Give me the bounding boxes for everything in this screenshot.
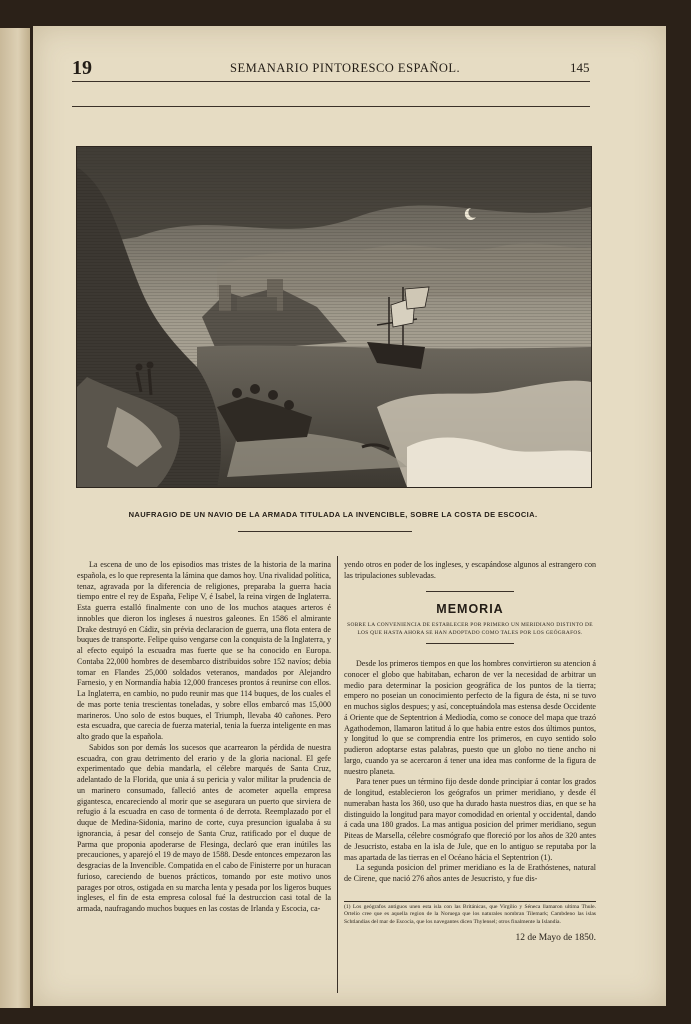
article-title: MEMORIA <box>436 602 504 616</box>
paragraph: Sabidos son por demás los sucesos que acarrearon la pérdida de nuestra escuadra, con grau detrimento del erario y de la gloria nacional. El gefe experimentado que debia mandarla, el célebre marqués de Santa Cruz, adelantado de la Florida, que unia á su pericia y valor militar la prudencia de un marinero consumado, falleció antes de acometer aquella empresa gigantesca, encareciendo al morir que se asegurara un puerto que sirviera de refugio á la escuadra en caso de tormenta ó de derrota. Reemplazado por el duque de Medina-Sidonia, marino de corte, cuya presuncion igualaba á su ignorancia, á pesar del consejo de Santa Cruz, ratificado por el duque de Parma que proponia apoderarse de Flesinga, declaró que eran inútiles las precauciones, y aparejó el 19 de mayo de 1588. Desde entonces empezaron las desgracias de la Invencible. Compatida en el cabo de Finisterre por un huracan furioso, careciendo de buenos prácticos, tomando por este motivo unos parages por otros, ostigada en su marcha lenta y pesada por los ligeros buques ingleses, el fin de esta empresa colosal fué la destruccion casi total de la armada, naufragando muchos buques en las costas de Irlanda y Escocia, ca- <box>77 742 331 913</box>
paragraph: yendo otros en poder de los ingleses, y escapándose algunos al estrangero con las tripulaciones sublevadas. <box>344 560 596 580</box>
footnote <box>344 904 596 926</box>
footnote-text: (1) Los geógrafos antiguos unen esta isla con las Británicas, que Virgilio y Séneca llamaron ultima Thule. Ortelio cree que es aquella region de la Noruega que los naturales nombran Tilemark; Cambdeno las islas Schtlandias del mar de Escocia, que los navegantes dicen Thylensel; otros finalmente la Islandia. <box>344 904 596 925</box>
masthead-title: SEMANARIO PINTORESCO ESPAÑOL. <box>230 61 461 75</box>
illustration-caption: NAUFRAGIO DE UN NAVIO DE LA ARMADA TITULADA LA INVENCIBLE, SOBRE LA COSTA DE ESCOCIA. <box>128 510 538 519</box>
paragraph: La escena de uno de los episodios mas tristes de la historia de la marina española, es lo que representa la lámina que damos hoy. Una rivalidad política, tenaz, agravada por la diferencia de religiones, preparaba la guerra hacia tiempo entre el rey de España, Felipe V, é Isabel, la reina virgen de Inglaterra. Esta guerra estalló finalmente con uno de los muchos ataques arteros é innobles que dieron los ingleses á nuestros galeones. En 1586 el almirante Drake destruyó en Cádiz, sin prévia declaracion de guerra, una flota entera de buques de transporte. Felipe quiso vengarse con la conquista de la Inglaterra, y al efecto equipó la escuadra mas fuerte que se ha conocido en Europa. Contaba 22,000 hombres de desembarco distribuidos sobre 152 navíos; debia tomar en Flandes 25,000 soldados veteranos, mandados por Alejandro Farnesio, y en Normandía habia 12,000 franceses prontos á reunirse con ellos. La Inglaterra, en cambio, no pudo reunir mas que 114 buques, de los cuales el de mas porte tenia trescientas toneladas, y sobre ellos embarcó mas 15,000 marineros. Uno solo de estos buques, el Triumph, llevaba 40 cañones. Pero esta escuadra, que carecia de fuerza material, tenia la fuerza inteligente en mas alto grado que la española. <box>77 560 331 741</box>
section-rule <box>426 643 514 644</box>
right-text-column <box>344 659 596 885</box>
footnote-rule <box>344 901 596 902</box>
page-number-left: 19 <box>72 57 92 79</box>
left-text-column <box>77 560 331 915</box>
right-column-continuation <box>344 560 596 582</box>
paragraph: La segunda posicion del primer meridiano es la de Erathóstenes, natural de Cirene, que nació 276 años antes de Jesucristo, y fue dis- <box>344 863 596 883</box>
header-rule-bottom <box>72 106 590 107</box>
caption-rule <box>238 531 412 532</box>
header-rule-top <box>72 81 590 82</box>
article-subtitle: SOBRE LA CONVENIENCIA DE ESTABLECER POR PRIMERO UN MERIDIANO DISTINTO DE LOS QUE HASTA AHORA SE HAN ADOPTADO COMO TALES POR LOS GEÓGRAFOS. <box>347 622 593 636</box>
dateline: 12 de Mayo de 1850. <box>515 933 596 943</box>
page-number-right: 145 <box>570 60 590 75</box>
column-divider <box>337 556 338 993</box>
facing-page-edge <box>0 28 30 1008</box>
section-rule <box>426 591 514 592</box>
paragraph: Desde los primeros tiempos en que los hombres convirtieron su atencion á conocer el globo que habitaban, echaron de ver la necesidad de arbitrar un medio para determinar la posicion geográfica de los puntos de la tierra; empero no poseian un conocimiento perfecto de la figura de ésta, ni se tuvo en muchos siglos despues; y así, conceptuándola mas estensa desde Occidente á Oriente que de Septentrion á Mediodía, como se conoce del mapa que trazó Agathodemon, llamaron latitud á lo que habia entre estos dos últimos puntos, y longitud lo que se comprendia entre los primeros, en cuyo sentido solo pudieron adoptarse estas palabras, puesto que un globo no tiene ancho ni largo, cuando ya se acercaron á tener una idea mas conforme de la figura de nuestro planeta. <box>344 659 596 776</box>
page-header <box>40 55 590 79</box>
paragraph: Para tener pues un término fijo desde donde principiar á contar los grados de longitud, establecieron los geógrafos un primer meridiano, y desde él numeraban hasta los 360, uso que ha durado hasta nuestros dias, en que se ha distinguido la longitud para mayor comodidad en oriental y occidental, dando á cada una 180 grados. La mas antigua posicion del primer meridiano, segun Piteas de Marsella, célebre cosmógrafo que floreció por los años de 320 antes de Jesucristo, estaba en la isla de Jule, que en lo antiguo se reputaba por la mas apartada de las tierras en el Océano hácia el Septentrion (1). <box>344 777 596 862</box>
shipwreck-engraving <box>76 146 592 488</box>
